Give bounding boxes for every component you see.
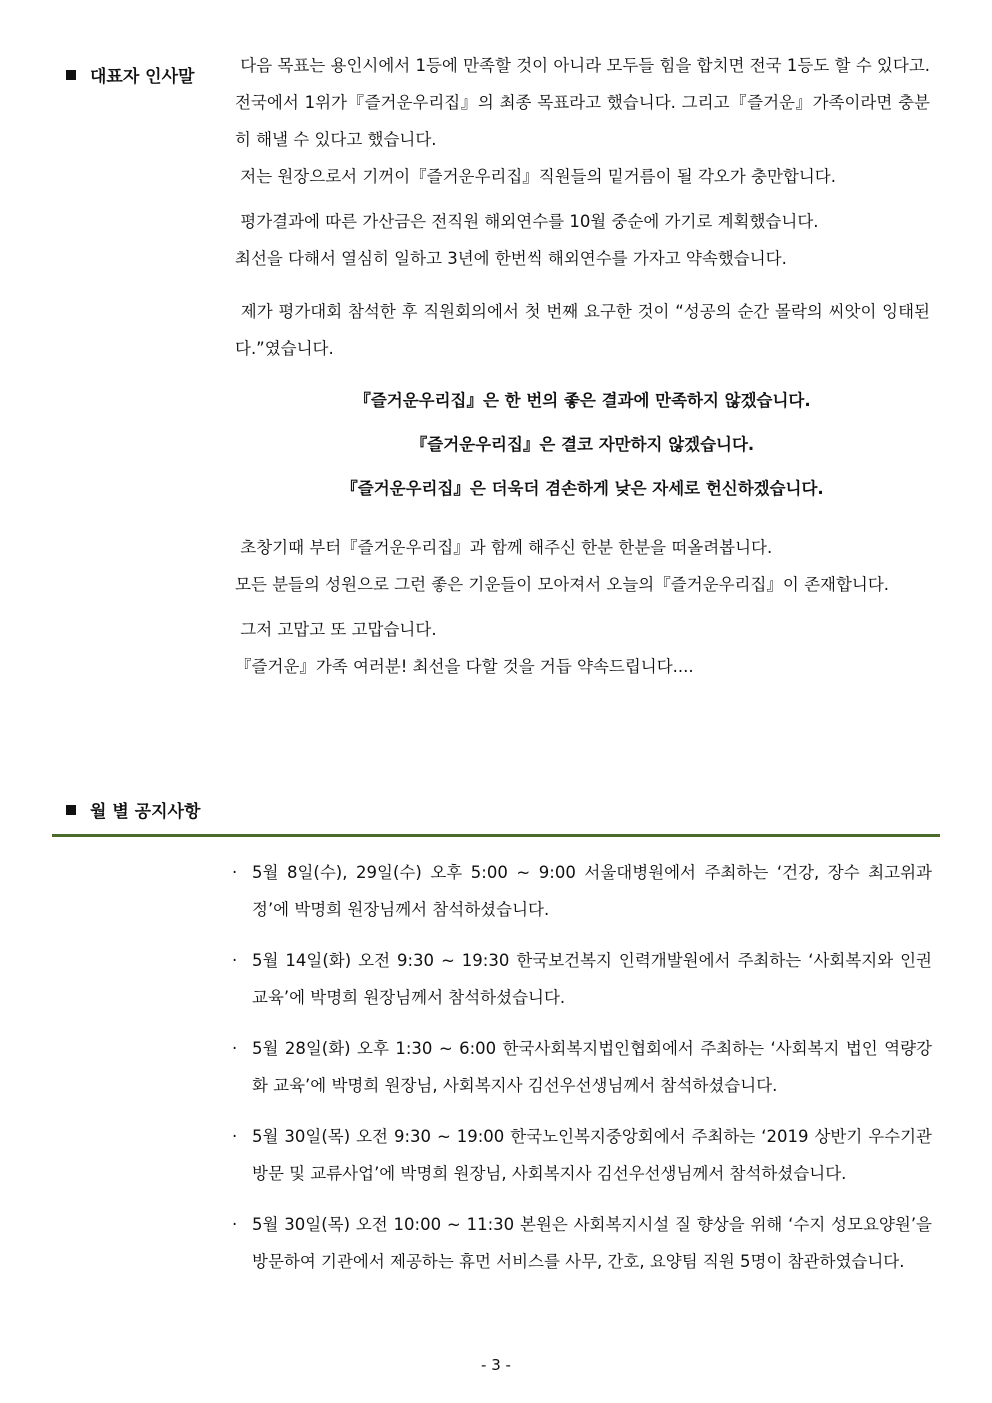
notice-bullet: · [232, 1039, 238, 1058]
square-bullet-icon [66, 70, 76, 80]
greeting-paragraph-6b: 『즐거운』가족 여러분! 최선을 다할 것을 거듭 약속드립니다.... [235, 657, 694, 676]
notice-text: 5월 14일(화) 오전 9:30 ~ 19:30 한국보건복지 인력개발원에서 주최하는 ‘사회복지와 인권 교육’에 박명희 원장님께서 참석하셨습니다. [252, 951, 932, 1007]
slogan-line: 『즐거운우리집』은 한 번의 좋은 결과에 만족하지 않겠습니다. [354, 391, 811, 410]
notices-list [232, 854, 932, 1294]
notice-item [232, 854, 932, 928]
square-bullet-icon [66, 805, 76, 815]
notices-heading [66, 797, 200, 822]
notice-item [232, 1206, 932, 1280]
notice-text: 5월 30일(목) 오전 9:30 ~ 19:00 한국노인복지중앙회에서 주최하는 ‘2019 상반기 우수기관 방문 및 교류사업’에 박명희 원장님, 사회복지사 김선우선생님께서 참석하셨습니다. [252, 1127, 932, 1183]
section-divider [52, 834, 940, 837]
notice-item [232, 942, 932, 1016]
greeting-paragraph-2: 저는 원장으로서 기꺼이『즐거운우리집』직원들의 밑거름이 될 각오가 충만합니다. [240, 167, 836, 186]
notices-heading-label: 월 별 공지사항 [90, 802, 201, 822]
notice-text: 5월 8일(수), 29일(수) 오후 5:00 ~ 9:00 서울대병원에서 주최하는 ‘건강, 장수 최고위과정’에 박명희 원장님께서 참석하셨습니다. [252, 863, 932, 919]
notice-bullet: · [232, 863, 238, 882]
page-number: - 3 - [481, 1356, 511, 1374]
notice-bullet: · [232, 1127, 238, 1146]
greeting-paragraph-6a: 그저 고맙고 또 고맙습니다. [240, 620, 437, 639]
notice-text: 5월 30일(목) 오전 10:00 ~ 11:30 본원은 사회복지시설 질 향상을 위해 ‘수지 성모요양원’을 방문하여 기관에서 제공하는 휴먼 서비스를 사무, 간호, 요양팀 직원 5명이 참관하였습니다. [252, 1215, 932, 1271]
notice-item [232, 1030, 932, 1104]
greeting-paragraph-4: 제가 평가대회 참석한 후 직원회의에서 첫 번째 요구한 것이 “성공의 순간 몰락의 씨앗이 잉태된다.”였습니다. [235, 302, 930, 358]
greeting-heading-label: 대표자 인사말 [90, 67, 195, 87]
notice-item [232, 1118, 932, 1192]
notice-bullet: · [232, 1215, 238, 1234]
slogan-line: 『즐거운우리집』은 결코 자만하지 않겠습니다. [410, 435, 755, 454]
notice-text: 5월 28일(화) 오후 1:30 ~ 6:00 한국사회복지법인협회에서 주최하는 ‘사회복지 법인 역량강화 교육’에 박명희 원장님, 사회복지사 김선우선생님께서 참석하셨습니다. [252, 1039, 932, 1095]
greeting-paragraph-5a: 초창기때 부터『즐거운우리집』과 함께 해주신 한분 한분을 떠올려봅니다. [240, 538, 773, 557]
notice-bullet: · [232, 951, 238, 970]
greeting-paragraph-3a: 평가결과에 따른 가산금은 전직원 해외연수를 10월 중순에 가기로 계획했습니다. [240, 212, 819, 231]
slogan-line: 『즐거운우리집』은 더욱더 겸손하게 낮은 자세로 헌신하겠습니다. [341, 479, 824, 498]
greeting-heading [66, 62, 194, 87]
greeting-body [235, 47, 930, 685]
greeting-paragraph-5b: 모든 분들의 성원으로 그런 좋은 기운들이 모아져서 오늘의『즐거운우리집』이 존재합니다. [235, 575, 890, 594]
slogan-block [235, 379, 930, 511]
greeting-paragraph-3b: 최선을 다해서 열심히 일하고 3년에 한번씩 해외연수를 가자고 약속했습니다. [235, 249, 787, 268]
greeting-paragraph-1: 다음 목표는 용인시에서 1등에 만족할 것이 아니라 모두들 힘을 합치면 전국 1등도 할 수 있다고. 전국에서 1위가『즐거운우리집』의 최종 목표라고 했습니다. 그리고『즐거운』가족이라면 충분히 해낼 수 있다고 했습니다. [235, 56, 930, 149]
